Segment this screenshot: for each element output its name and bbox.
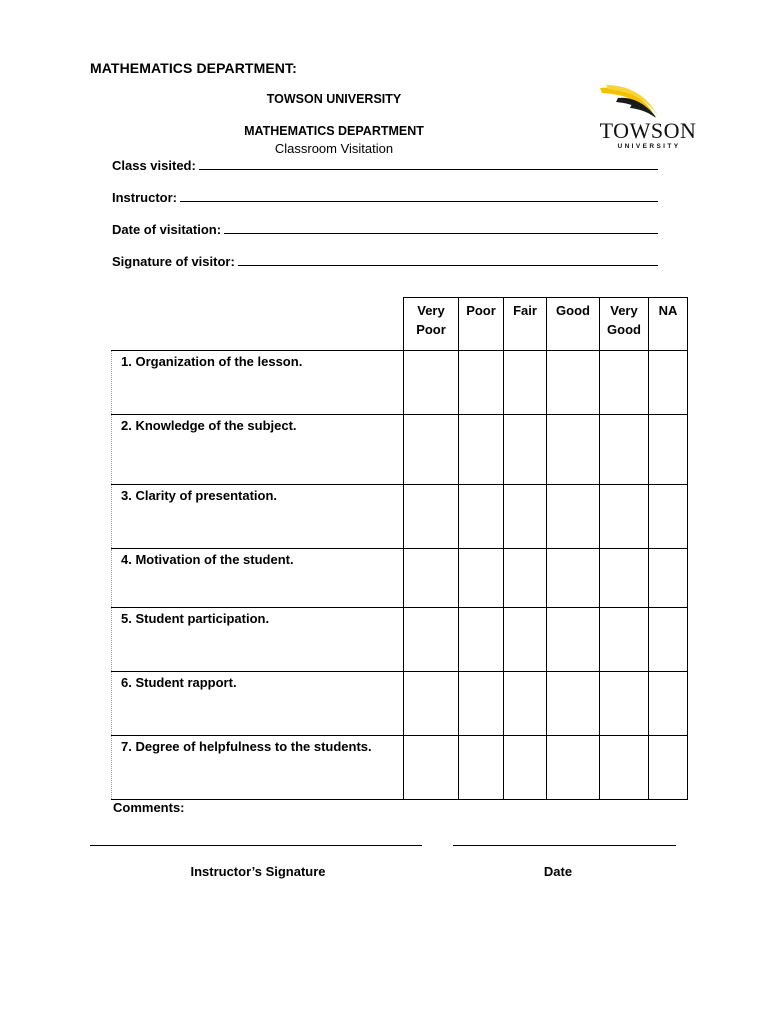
instructor-signature-line[interactable] <box>90 845 422 846</box>
rating-cell-very-poor[interactable] <box>404 415 459 485</box>
rating-cell-very-good[interactable] <box>600 351 649 415</box>
rating-cell-fair[interactable] <box>504 736 547 800</box>
instructor-field[interactable] <box>112 187 658 205</box>
date-of-visitation-label: Date of visitation: <box>112 222 222 237</box>
rating-cell-very-poor[interactable] <box>404 672 459 736</box>
comments-label: Comments: <box>113 800 185 815</box>
date-of-visitation-line[interactable] <box>224 233 658 234</box>
visitor-signature-field[interactable] <box>112 251 658 269</box>
criterion-label: 3. Clarity of presentation. <box>112 485 404 549</box>
instructor-line[interactable] <box>180 201 658 202</box>
rating-cell-good[interactable] <box>547 415 600 485</box>
rating-cell-poor[interactable] <box>459 608 504 672</box>
rating-cell-very-poor[interactable] <box>404 549 459 608</box>
class-visited-label: Class visited: <box>112 158 196 173</box>
criterion-label: 4. Motivation of the student. <box>112 549 404 608</box>
rating-cell-fair[interactable] <box>504 608 547 672</box>
visitor-signature-label: Signature of visitor: <box>112 254 235 269</box>
rating-cell-poor[interactable] <box>459 736 504 800</box>
rating-cell-na[interactable] <box>649 415 688 485</box>
rating-cell-very-poor[interactable] <box>404 736 459 800</box>
rating-cell-very-good[interactable] <box>600 672 649 736</box>
col-header-good: Good <box>547 298 600 351</box>
col-header-poor: Poor <box>459 298 504 351</box>
rating-table <box>111 297 688 800</box>
date-line[interactable] <box>453 845 676 846</box>
col-header-very-good: Very Good <box>600 298 649 351</box>
tiger-stripes-icon <box>596 84 700 120</box>
towson-logo <box>596 84 700 156</box>
rating-cell-na[interactable] <box>649 608 688 672</box>
rating-cell-good[interactable] <box>547 549 600 608</box>
rating-cell-fair[interactable] <box>504 351 547 415</box>
rating-cell-very-poor[interactable] <box>404 351 459 415</box>
rating-cell-na[interactable] <box>649 351 688 415</box>
instructor-signature-label: Instructor’s Signature <box>190 864 326 879</box>
table-row <box>112 608 688 672</box>
form-title: Classroom Visitation <box>274 141 394 156</box>
criterion-label: 6. Student rapport. <box>112 672 404 736</box>
table-row <box>112 485 688 549</box>
rating-cell-very-poor[interactable] <box>404 608 459 672</box>
criterion-label: 5. Student participation. <box>112 608 404 672</box>
rating-cell-good[interactable] <box>547 736 600 800</box>
rating-cell-very-good[interactable] <box>600 608 649 672</box>
rating-cell-good[interactable] <box>547 351 600 415</box>
rating-cell-fair[interactable] <box>504 485 547 549</box>
col-header-very-poor: Very Poor <box>404 298 459 351</box>
visitor-signature-line[interactable] <box>238 265 658 266</box>
table-row <box>112 415 688 485</box>
col-header-na: NA <box>649 298 688 351</box>
rating-cell-poor[interactable] <box>459 672 504 736</box>
date-of-visitation-field[interactable] <box>112 219 658 237</box>
university-title: TOWSON UNIVERSITY <box>266 92 402 106</box>
rating-cell-na[interactable] <box>649 485 688 549</box>
rating-cell-na[interactable] <box>649 549 688 608</box>
class-visited-line[interactable] <box>199 169 658 170</box>
logo-subtitle: UNIVERSITY <box>617 143 681 150</box>
rating-cell-na[interactable] <box>649 672 688 736</box>
rating-cell-very-good[interactable] <box>600 485 649 549</box>
rating-cell-poor[interactable] <box>459 485 504 549</box>
col-header-fair: Fair <box>504 298 547 351</box>
table-header-row <box>112 298 688 351</box>
criterion-label: 1. Organization of the lesson. <box>112 351 404 415</box>
rating-cell-na[interactable] <box>649 736 688 800</box>
department-title: MATHEMATICS DEPARTMENT <box>244 124 424 138</box>
rating-cell-very-good[interactable] <box>600 549 649 608</box>
class-visited-field[interactable] <box>112 155 658 173</box>
logo-wordmark: TOWSON <box>599 118 697 143</box>
rating-cell-poor[interactable] <box>459 351 504 415</box>
rating-cell-poor[interactable] <box>459 415 504 485</box>
table-row <box>112 549 688 608</box>
table-row <box>112 351 688 415</box>
table-row <box>112 736 688 800</box>
rating-cell-fair[interactable] <box>504 672 547 736</box>
date-label: Date <box>543 864 573 879</box>
rating-cell-very-good[interactable] <box>600 415 649 485</box>
rating-cell-good[interactable] <box>547 485 600 549</box>
rating-cell-fair[interactable] <box>504 549 547 608</box>
department-heading: MATHEMATICS DEPARTMENT: <box>90 60 297 76</box>
rating-cell-good[interactable] <box>547 672 600 736</box>
criterion-label: 2. Knowledge of the subject. <box>112 415 404 485</box>
rating-cell-very-good[interactable] <box>600 736 649 800</box>
instructor-label: Instructor: <box>112 190 177 205</box>
rating-cell-fair[interactable] <box>504 415 547 485</box>
rating-cell-good[interactable] <box>547 608 600 672</box>
rating-cell-poor[interactable] <box>459 549 504 608</box>
table-row <box>112 672 688 736</box>
criteria-header-blank <box>112 298 404 351</box>
rating-cell-very-poor[interactable] <box>404 485 459 549</box>
criterion-label: 7. Degree of helpfulness to the students. <box>112 736 404 800</box>
